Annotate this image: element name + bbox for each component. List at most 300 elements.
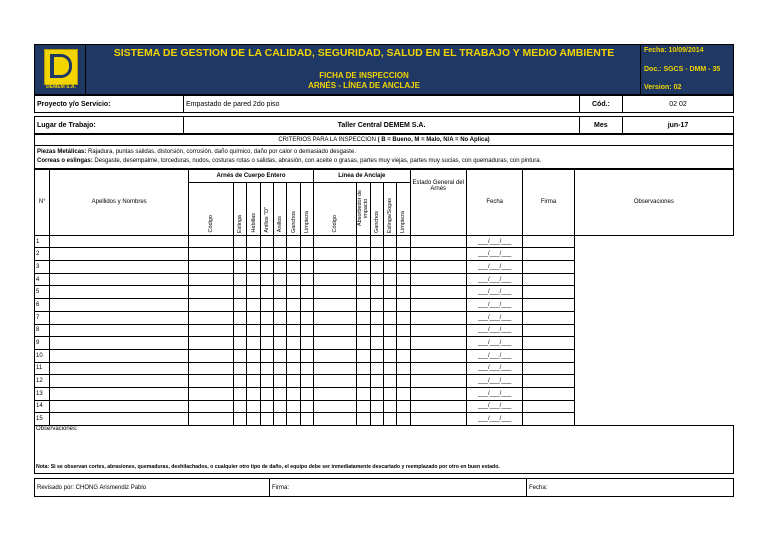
row-input-cell[interactable]: [274, 387, 287, 400]
row-date-cell[interactable]: ___/___/___: [466, 349, 522, 362]
row-input-cell[interactable]: [50, 349, 189, 362]
row-input-cell[interactable]: [357, 248, 370, 261]
row-input-cell[interactable]: [234, 400, 247, 413]
row-input-cell[interactable]: [383, 286, 396, 299]
row-input-cell[interactable]: [287, 337, 300, 350]
row-input-cell[interactable]: [50, 375, 189, 388]
row-input-cell[interactable]: [314, 362, 357, 375]
row-input-cell[interactable]: [50, 387, 189, 400]
row-input-cell[interactable]: [523, 362, 574, 375]
row-input-cell[interactable]: [287, 248, 300, 261]
row-input-cell[interactable]: [260, 311, 273, 324]
row-input-cell[interactable]: [50, 413, 189, 426]
row-input-cell[interactable]: [247, 324, 260, 337]
row-input-cell[interactable]: [50, 337, 189, 350]
lugar-label: Lugar de Trabajo:: [34, 116, 184, 134]
row-input-cell[interactable]: [234, 311, 247, 324]
row-input-cell[interactable]: [260, 375, 273, 388]
table-row: [35, 286, 734, 299]
table-row: [35, 273, 734, 286]
row-input-cell[interactable]: [247, 273, 260, 286]
row-input-cell[interactable]: [523, 299, 574, 312]
row-input-cell[interactable]: [274, 337, 287, 350]
mes-label: Mes: [579, 116, 623, 134]
row-input-cell[interactable]: [260, 299, 273, 312]
row-input-cell[interactable]: [188, 235, 233, 248]
meta-fecha: Fecha: 10/09/2014: [644, 47, 704, 54]
row-input-cell[interactable]: [523, 311, 574, 324]
row-input-cell[interactable]: [188, 400, 233, 413]
row-date-cell[interactable]: ___/___/___: [466, 362, 522, 375]
row-input-cell[interactable]: [274, 375, 287, 388]
row-input-cell[interactable]: [370, 337, 383, 350]
cod-value[interactable]: 02 02: [622, 95, 734, 113]
correas-text: Desgaste, desempalme, torceduras, nudos, costuras rotas o salidas, abrasión, con aceite o grasas, partes muy viejas, partes muy sucias, con quemaduras, con pintura.: [94, 158, 542, 164]
table-row: [35, 362, 734, 375]
num-header: N°: [35, 170, 50, 236]
row-input-cell[interactable]: [260, 413, 273, 426]
criterios-prefix: CRITERIOS PARA LA INSPECCION: [278, 137, 376, 143]
row-input-cell[interactable]: [300, 235, 313, 248]
row-input-cell[interactable]: [234, 299, 247, 312]
criterios-row: [34, 134, 734, 146]
row-input-cell[interactable]: [357, 235, 370, 248]
table-row: [35, 261, 734, 274]
row-input-cell[interactable]: [260, 349, 273, 362]
row-input-cell[interactable]: [274, 235, 287, 248]
row-input-cell[interactable]: [370, 311, 383, 324]
row-input-cell[interactable]: [50, 248, 189, 261]
row-number: 10: [35, 349, 50, 362]
linea-col-label: Limpieza: [400, 210, 407, 233]
row-input-cell[interactable]: [274, 261, 287, 274]
subtitle-line-1: FICHA DE INSPECCION: [319, 71, 409, 80]
row-input-cell[interactable]: [397, 324, 410, 337]
row-input-cell[interactable]: [314, 413, 357, 426]
row-date-cell[interactable]: ___/___/___: [466, 235, 522, 248]
row-input-cell[interactable]: [383, 311, 396, 324]
row-input-cell[interactable]: [383, 349, 396, 362]
row-input-cell[interactable]: [300, 311, 313, 324]
row-input-cell[interactable]: [370, 273, 383, 286]
subtitle-line-2: ARNÉS - LÍNEA DE ANCLAJE: [308, 81, 420, 90]
row-input-cell[interactable]: [274, 349, 287, 362]
row-input-cell[interactable]: [397, 375, 410, 388]
row-input-cell[interactable]: [523, 400, 574, 413]
row-number: 13: [35, 387, 50, 400]
row-date-cell[interactable]: ___/___/___: [466, 261, 522, 274]
form-subtitle: [90, 71, 638, 91]
row-input-cell[interactable]: [357, 337, 370, 350]
row-input-cell[interactable]: [523, 286, 574, 299]
linea-col-header: [314, 182, 357, 235]
arnes-col-label: Hebillas: [250, 213, 257, 233]
row-input-cell[interactable]: [188, 413, 233, 426]
row-input-cell[interactable]: [314, 261, 357, 274]
row-input-cell[interactable]: [274, 413, 287, 426]
row-date-cell[interactable]: ___/___/___: [466, 400, 522, 413]
row-input-cell[interactable]: [300, 324, 313, 337]
arnes-col-label: Eslinga: [237, 214, 244, 233]
row-input-cell[interactable]: [383, 375, 396, 388]
row-input-cell[interactable]: [397, 286, 410, 299]
row-input-cell[interactable]: [397, 261, 410, 274]
row-input-cell[interactable]: [300, 337, 313, 350]
row-input-cell[interactable]: [370, 235, 383, 248]
row-input-cell[interactable]: [383, 324, 396, 337]
row-input-cell[interactable]: [260, 400, 273, 413]
row-input-cell[interactable]: [357, 387, 370, 400]
row-input-cell[interactable]: [188, 273, 233, 286]
row-input-cell[interactable]: [188, 362, 233, 375]
row-input-cell[interactable]: [357, 299, 370, 312]
row-input-cell[interactable]: [247, 413, 260, 426]
row-input-cell[interactable]: [523, 324, 574, 337]
row-input-cell[interactable]: [260, 235, 273, 248]
row-input-cell[interactable]: [370, 324, 383, 337]
row-input-cell[interactable]: [188, 286, 233, 299]
arnes-col-header: [274, 182, 287, 235]
row-input-cell[interactable]: [383, 387, 396, 400]
linea-col-header: [370, 182, 383, 235]
row-input-cell[interactable]: [188, 337, 233, 350]
row-date-cell[interactable]: ___/___/___: [466, 311, 522, 324]
row-number: 6: [35, 299, 50, 312]
row-input-cell[interactable]: [523, 261, 574, 274]
row-date-cell[interactable]: ___/___/___: [466, 375, 522, 388]
row-date-cell[interactable]: ___/___/___: [466, 286, 522, 299]
row-input-cell[interactable]: [300, 400, 313, 413]
row-input-cell[interactable]: [523, 375, 574, 388]
row-date-cell[interactable]: ___/___/___: [466, 324, 522, 337]
observaciones-header: Observaciones: [574, 170, 733, 236]
row-input-cell[interactable]: [523, 248, 574, 261]
row-input-cell[interactable]: [383, 299, 396, 312]
row-input-cell[interactable]: [410, 248, 466, 261]
row-input-cell[interactable]: [247, 337, 260, 350]
row-input-cell[interactable]: [523, 235, 574, 248]
observaciones-label: Observaciones:: [36, 426, 78, 432]
row-input-cell[interactable]: [234, 375, 247, 388]
row-input-cell[interactable]: [370, 413, 383, 426]
linea-col-label: Ganchos: [373, 210, 380, 233]
row-input-cell[interactable]: [247, 362, 260, 375]
row-input-cell[interactable]: [314, 387, 357, 400]
row-input-cell[interactable]: [410, 311, 466, 324]
row-input-cell[interactable]: [188, 248, 233, 261]
row-input-cell[interactable]: [383, 362, 396, 375]
mes-value[interactable]: jun-17: [622, 116, 734, 134]
row-input-cell[interactable]: [397, 235, 410, 248]
row-number: 15: [35, 413, 50, 426]
row-input-cell[interactable]: [314, 311, 357, 324]
row-input-cell[interactable]: [274, 248, 287, 261]
row-input-cell[interactable]: [260, 248, 273, 261]
row-input-cell[interactable]: [260, 286, 273, 299]
row-input-cell[interactable]: [314, 235, 357, 248]
row-input-cell[interactable]: [357, 324, 370, 337]
row-input-cell[interactable]: [247, 349, 260, 362]
row-input-cell[interactable]: [300, 248, 313, 261]
row-input-cell[interactable]: [188, 324, 233, 337]
row-input-cell[interactable]: [287, 324, 300, 337]
row-input-cell[interactable]: [523, 337, 574, 350]
row-input-cell[interactable]: [523, 273, 574, 286]
table-row: [35, 324, 734, 337]
row-input-cell[interactable]: [260, 387, 273, 400]
row-input-cell[interactable]: [50, 286, 189, 299]
row-input-cell[interactable]: [383, 261, 396, 274]
row-input-cell[interactable]: [383, 400, 396, 413]
row-input-cell[interactable]: [260, 362, 273, 375]
row-input-cell[interactable]: [188, 349, 233, 362]
row-input-cell[interactable]: [397, 400, 410, 413]
arnes-col-header: [260, 182, 273, 235]
row-input-cell[interactable]: [274, 400, 287, 413]
cod-label: Cód.:: [579, 95, 623, 113]
row-input-cell[interactable]: [357, 413, 370, 426]
row-input-cell[interactable]: [410, 400, 466, 413]
row-input-cell[interactable]: [410, 337, 466, 350]
row-input-cell[interactable]: [410, 261, 466, 274]
row-input-cell[interactable]: [247, 387, 260, 400]
row-input-cell[interactable]: [287, 261, 300, 274]
row-input-cell[interactable]: [50, 362, 189, 375]
row-input-cell[interactable]: [314, 286, 357, 299]
row-input-cell[interactable]: [300, 375, 313, 388]
row-input-cell[interactable]: [234, 413, 247, 426]
row-input-cell[interactable]: [357, 400, 370, 413]
row-input-cell[interactable]: [410, 349, 466, 362]
row-input-cell[interactable]: [370, 362, 383, 375]
row-input-cell[interactable]: [523, 387, 574, 400]
row-input-cell[interactable]: [188, 261, 233, 274]
row-input-cell[interactable]: [410, 299, 466, 312]
row-input-cell[interactable]: [410, 235, 466, 248]
row-input-cell[interactable]: [397, 413, 410, 426]
row-input-cell[interactable]: [357, 311, 370, 324]
row-input-cell[interactable]: [234, 273, 247, 286]
row-input-cell[interactable]: [247, 299, 260, 312]
row-input-cell[interactable]: [370, 261, 383, 274]
row-input-cell[interactable]: [300, 387, 313, 400]
row-input-cell[interactable]: [314, 273, 357, 286]
row-input-cell[interactable]: [397, 273, 410, 286]
row-input-cell[interactable]: [357, 286, 370, 299]
row-input-cell[interactable]: [383, 337, 396, 350]
row-input-cell[interactable]: [370, 375, 383, 388]
row-input-cell[interactable]: [383, 413, 396, 426]
row-input-cell[interactable]: [287, 311, 300, 324]
row-input-cell[interactable]: [383, 235, 396, 248]
row-date-cell[interactable]: ___/___/___: [466, 299, 522, 312]
piezas-line: [37, 148, 731, 157]
nota-text: Nota: Si se observan cortes, abrasiones, quemaduras, deshilachados, o cualquier otro tipo de daño, el equipo debe ser inmediatamente descartado y reemplazado por otro en buen estado.: [36, 464, 500, 470]
row-input-cell[interactable]: [370, 349, 383, 362]
row-input-cell[interactable]: [234, 337, 247, 350]
arnes-col-label: Ganchos: [290, 210, 297, 233]
row-input-cell[interactable]: [357, 261, 370, 274]
row-input-cell[interactable]: [188, 311, 233, 324]
linea-group-header: Línea de Anclaje: [314, 170, 410, 183]
row-input-cell[interactable]: [234, 387, 247, 400]
row-input-cell[interactable]: [370, 286, 383, 299]
row-input-cell[interactable]: [397, 387, 410, 400]
row-input-cell[interactable]: [234, 349, 247, 362]
row-input-cell[interactable]: [260, 337, 273, 350]
row-input-cell[interactable]: [523, 413, 574, 426]
row-input-cell[interactable]: [274, 324, 287, 337]
row-input-cell[interactable]: [234, 235, 247, 248]
meta-version: Version: 02: [644, 84, 682, 91]
row-input-cell[interactable]: [370, 400, 383, 413]
row-input-cell[interactable]: [234, 286, 247, 299]
row-input-cell[interactable]: [410, 286, 466, 299]
row-input-cell[interactable]: [410, 387, 466, 400]
row-input-cell[interactable]: [357, 349, 370, 362]
row-input-cell[interactable]: [410, 375, 466, 388]
row-input-cell[interactable]: [50, 235, 189, 248]
row-input-cell[interactable]: [287, 273, 300, 286]
row-input-cell[interactable]: [410, 362, 466, 375]
row-input-cell[interactable]: [188, 299, 233, 312]
row-input-cell[interactable]: [370, 248, 383, 261]
criterios-values: ( B = Bueno, M = Malo, N/A = No Aplica): [377, 137, 490, 143]
form-title: SISTEMA DE GESTION DE LA CALIDAD, SEGURIDAD, SALUD EN EL TRABAJO Y MEDIO AMBIENTE: [113, 47, 615, 59]
row-input-cell[interactable]: [50, 311, 189, 324]
row-date-cell[interactable]: ___/___/___: [466, 248, 522, 261]
row-input-cell[interactable]: [287, 299, 300, 312]
row-input-cell[interactable]: [314, 324, 357, 337]
row-date-cell[interactable]: ___/___/___: [466, 413, 522, 426]
row-input-cell[interactable]: [397, 299, 410, 312]
row-input-cell[interactable]: [234, 248, 247, 261]
row-input-cell[interactable]: [247, 248, 260, 261]
row-input-cell[interactable]: [287, 387, 300, 400]
row-input-cell[interactable]: [50, 261, 189, 274]
row-input-cell[interactable]: [314, 248, 357, 261]
row-input-cell[interactable]: [397, 311, 410, 324]
revisado-cell[interactable]: Revisado por: CHONG Arismendiz Pablo: [34, 478, 270, 497]
row-input-cell[interactable]: [188, 387, 233, 400]
row-date-cell[interactable]: ___/___/___: [466, 273, 522, 286]
row-input-cell[interactable]: [247, 286, 260, 299]
row-number: 3: [35, 261, 50, 274]
lugar-value[interactable]: Taller Central DEMEM S.A.: [183, 116, 580, 134]
row-input-cell[interactable]: [188, 375, 233, 388]
row-input-cell[interactable]: [287, 349, 300, 362]
row-input-cell[interactable]: [287, 235, 300, 248]
row-input-cell[interactable]: [50, 324, 189, 337]
firma-cell[interactable]: Firma:: [269, 478, 527, 497]
row-input-cell[interactable]: [410, 273, 466, 286]
row-input-cell[interactable]: [397, 248, 410, 261]
observaciones-box[interactable]: [34, 425, 734, 474]
row-input-cell[interactable]: [300, 362, 313, 375]
row-date-cell[interactable]: ___/___/___: [466, 337, 522, 350]
row-input-cell[interactable]: [383, 273, 396, 286]
row-input-cell[interactable]: [300, 261, 313, 274]
row-input-cell[interactable]: [410, 413, 466, 426]
row-input-cell[interactable]: [410, 324, 466, 337]
row-input-cell[interactable]: [300, 413, 313, 426]
row-input-cell[interactable]: [260, 261, 273, 274]
row-input-cell[interactable]: [234, 324, 247, 337]
row-input-cell[interactable]: [274, 273, 287, 286]
row-input-cell[interactable]: [274, 299, 287, 312]
row-input-cell[interactable]: [287, 375, 300, 388]
linea-col-header: [357, 182, 370, 235]
name-header: Apellidos y Nombres: [50, 170, 189, 236]
row-input-cell[interactable]: [274, 286, 287, 299]
row-input-cell[interactable]: [287, 362, 300, 375]
row-input-cell[interactable]: [314, 375, 357, 388]
row-number: 11: [35, 362, 50, 375]
row-input-cell[interactable]: [300, 286, 313, 299]
row-input-cell[interactable]: [300, 299, 313, 312]
fecha-cell[interactable]: Fecha:: [526, 478, 734, 497]
row-input-cell[interactable]: [287, 400, 300, 413]
row-input-cell[interactable]: [300, 349, 313, 362]
row-input-cell[interactable]: [247, 261, 260, 274]
row-input-cell[interactable]: [314, 337, 357, 350]
row-input-cell[interactable]: [247, 235, 260, 248]
row-input-cell[interactable]: [287, 413, 300, 426]
piezas-text: Rajadura, puntas salidas, distorsión, corrosión, daño químico, daño por calor o demasiado desgaste.: [88, 149, 356, 155]
row-input-cell[interactable]: [370, 387, 383, 400]
row-input-cell[interactable]: [247, 375, 260, 388]
row-input-cell[interactable]: [300, 273, 313, 286]
piezas-label: Piezas Metálicas:: [37, 149, 87, 155]
row-input-cell[interactable]: [234, 261, 247, 274]
table-row: [35, 235, 734, 248]
row-input-cell[interactable]: [397, 337, 410, 350]
row-input-cell[interactable]: [357, 273, 370, 286]
row-input-cell[interactable]: [234, 362, 247, 375]
row-input-cell[interactable]: [247, 311, 260, 324]
row-date-cell[interactable]: ___/___/___: [466, 387, 522, 400]
row-input-cell[interactable]: [260, 273, 273, 286]
proyecto-value[interactable]: Empastado de pared 2do piso: [183, 95, 580, 113]
row-input-cell[interactable]: [260, 324, 273, 337]
correas-label: Correas o eslingas:: [37, 158, 93, 164]
row-input-cell[interactable]: [274, 362, 287, 375]
row-input-cell[interactable]: [274, 311, 287, 324]
row-input-cell[interactable]: [397, 362, 410, 375]
arnes-col-header: [287, 182, 300, 235]
row-input-cell[interactable]: [370, 299, 383, 312]
row-input-cell[interactable]: [397, 349, 410, 362]
row-input-cell[interactable]: [287, 286, 300, 299]
row-input-cell[interactable]: [314, 400, 357, 413]
row-input-cell[interactable]: [247, 400, 260, 413]
table-row: [35, 387, 734, 400]
row-input-cell[interactable]: [314, 349, 357, 362]
row-input-cell[interactable]: [523, 349, 574, 362]
row-input-cell[interactable]: [50, 273, 189, 286]
row-number: 14: [35, 400, 50, 413]
row-input-cell[interactable]: [357, 362, 370, 375]
row-number: 8: [35, 324, 50, 337]
row-input-cell[interactable]: [50, 400, 189, 413]
arnes-col-label: Limpieza: [303, 210, 310, 233]
row-input-cell[interactable]: [383, 248, 396, 261]
row-input-cell[interactable]: [50, 299, 189, 312]
row-number: 9: [35, 337, 50, 350]
row-input-cell[interactable]: [314, 299, 357, 312]
linea-col-header: [383, 182, 396, 235]
row-input-cell[interactable]: [357, 375, 370, 388]
